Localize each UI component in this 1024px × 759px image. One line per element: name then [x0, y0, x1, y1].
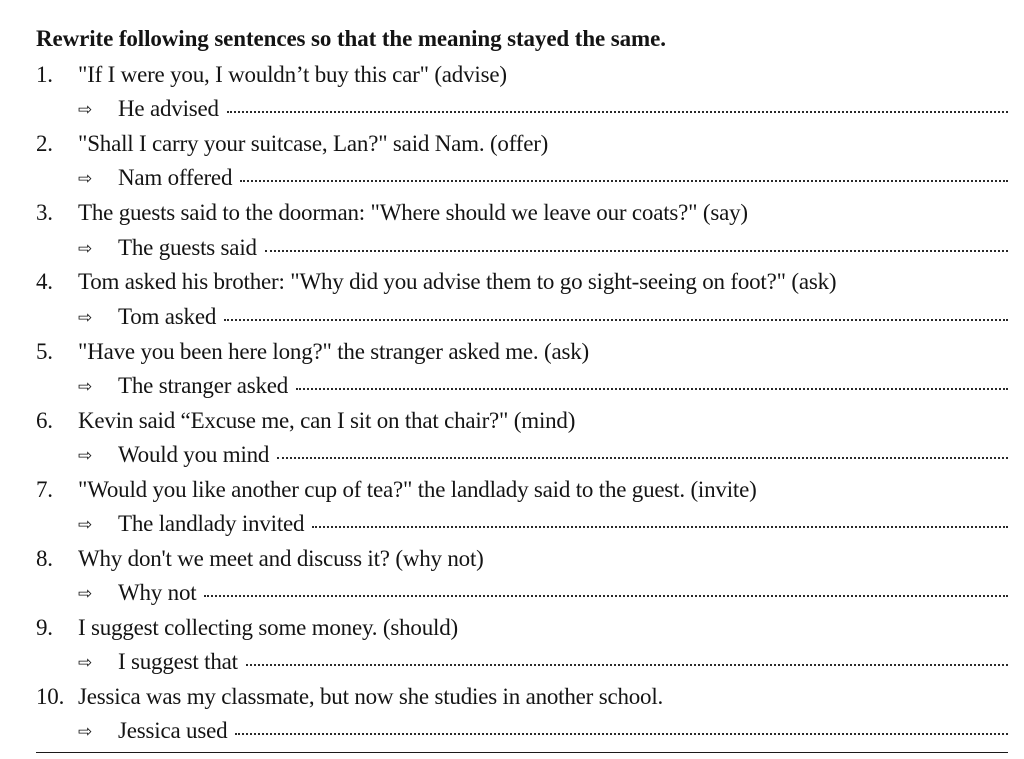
arrow-icon: ⇨: [78, 100, 93, 120]
question-text: The guests said to the doorman: "Where should we leave our coats?" (say): [78, 200, 748, 225]
answer-prefix: Tom asked: [118, 304, 217, 329]
answer-prefix: Why not: [118, 580, 197, 605]
question-text: I suggest collecting some money. (should): [78, 615, 458, 640]
arrow-icon: ⇨: [78, 515, 93, 535]
answer-blank[interactable]: [235, 733, 1008, 735]
question-5: [36, 337, 589, 367]
answer-blank[interactable]: [204, 595, 1008, 597]
answer-blank[interactable]: [224, 319, 1008, 321]
answer-line-4[interactable]: [78, 302, 1008, 332]
arrow-icon: ⇨: [78, 239, 93, 259]
answer-blank[interactable]: [227, 111, 1008, 113]
question-7: [36, 475, 757, 505]
answer-line-5[interactable]: [78, 371, 1008, 401]
answer-prefix: He advised: [118, 96, 219, 121]
answer-line-6[interactable]: [78, 440, 1008, 470]
answer-line-1[interactable]: [78, 94, 1008, 124]
question-9: [36, 613, 458, 643]
question-text: Tom asked his brother: "Why did you advise them to go sight-seeing on foot?" (ask): [78, 269, 837, 294]
question-number: 3.: [36, 200, 53, 225]
arrow-icon: ⇨: [78, 722, 93, 742]
answer-blank[interactable]: [296, 388, 1008, 390]
question-number: 2.: [36, 131, 53, 156]
answer-prefix: Jessica used: [118, 718, 228, 743]
answer-line-2[interactable]: [78, 163, 1008, 193]
question-number: 5.: [36, 339, 53, 364]
question-number: 6.: [36, 408, 53, 433]
worksheet-title: Rewrite following sentences so that the meaning stayed the same.: [36, 26, 666, 51]
question-2: [36, 129, 548, 159]
answer-line-8[interactable]: [78, 578, 1008, 608]
question-number: 8.: [36, 546, 53, 571]
arrow-icon: ⇨: [78, 377, 93, 397]
question-4: [36, 267, 836, 297]
answer-prefix: Would you mind: [118, 442, 270, 467]
answer-blank[interactable]: [312, 526, 1008, 528]
bottom-divider: [36, 752, 1008, 753]
answer-line-10[interactable]: [78, 716, 1008, 746]
arrow-icon: ⇨: [78, 584, 93, 604]
question-10: [36, 682, 663, 712]
arrow-icon: ⇨: [78, 169, 93, 189]
question-text: "If I were you, I wouldn’t buy this car" (advise): [78, 62, 507, 87]
question-number: 9.: [36, 615, 53, 640]
question-text: "Shall I carry your suitcase, Lan?" said Nam. (offer): [78, 131, 549, 156]
answer-blank[interactable]: [246, 664, 1008, 666]
question-number: 7.: [36, 477, 53, 502]
answer-prefix: I suggest that: [118, 649, 238, 674]
question-number: 10.: [36, 684, 65, 709]
question-number: 4.: [36, 269, 53, 294]
question-8: [36, 544, 484, 574]
question-text: "Would you like another cup of tea?" the landlady said to the guest. (invite): [78, 477, 757, 502]
question-number: 1.: [36, 62, 53, 87]
answer-line-7[interactable]: [78, 509, 1008, 539]
question-text: Kevin said “Excuse me, can I sit on that chair?" (mind): [78, 408, 576, 433]
answer-blank[interactable]: [265, 250, 1008, 252]
answer-line-9[interactable]: [78, 647, 1008, 677]
answer-prefix: Nam offered: [118, 165, 233, 190]
answer-line-3[interactable]: [78, 233, 1008, 263]
answer-prefix: The guests said: [118, 235, 257, 260]
question-text: Why don't we meet and discuss it? (why not): [78, 546, 484, 571]
arrow-icon: ⇨: [78, 446, 93, 466]
answer-prefix: The stranger asked: [118, 373, 289, 398]
question-1: [36, 60, 507, 90]
question-text: "Have you been here long?" the stranger asked me. (ask): [78, 339, 590, 364]
answer-prefix: The landlady invited: [118, 511, 305, 536]
arrow-icon: ⇨: [78, 653, 93, 673]
question-6: [36, 406, 575, 436]
question-3: [36, 198, 748, 228]
answer-blank[interactable]: [240, 180, 1008, 182]
arrow-icon: ⇨: [78, 308, 93, 328]
question-text: Jessica was my classmate, but now she studies in another school.: [78, 684, 664, 709]
answer-blank[interactable]: [277, 457, 1008, 459]
